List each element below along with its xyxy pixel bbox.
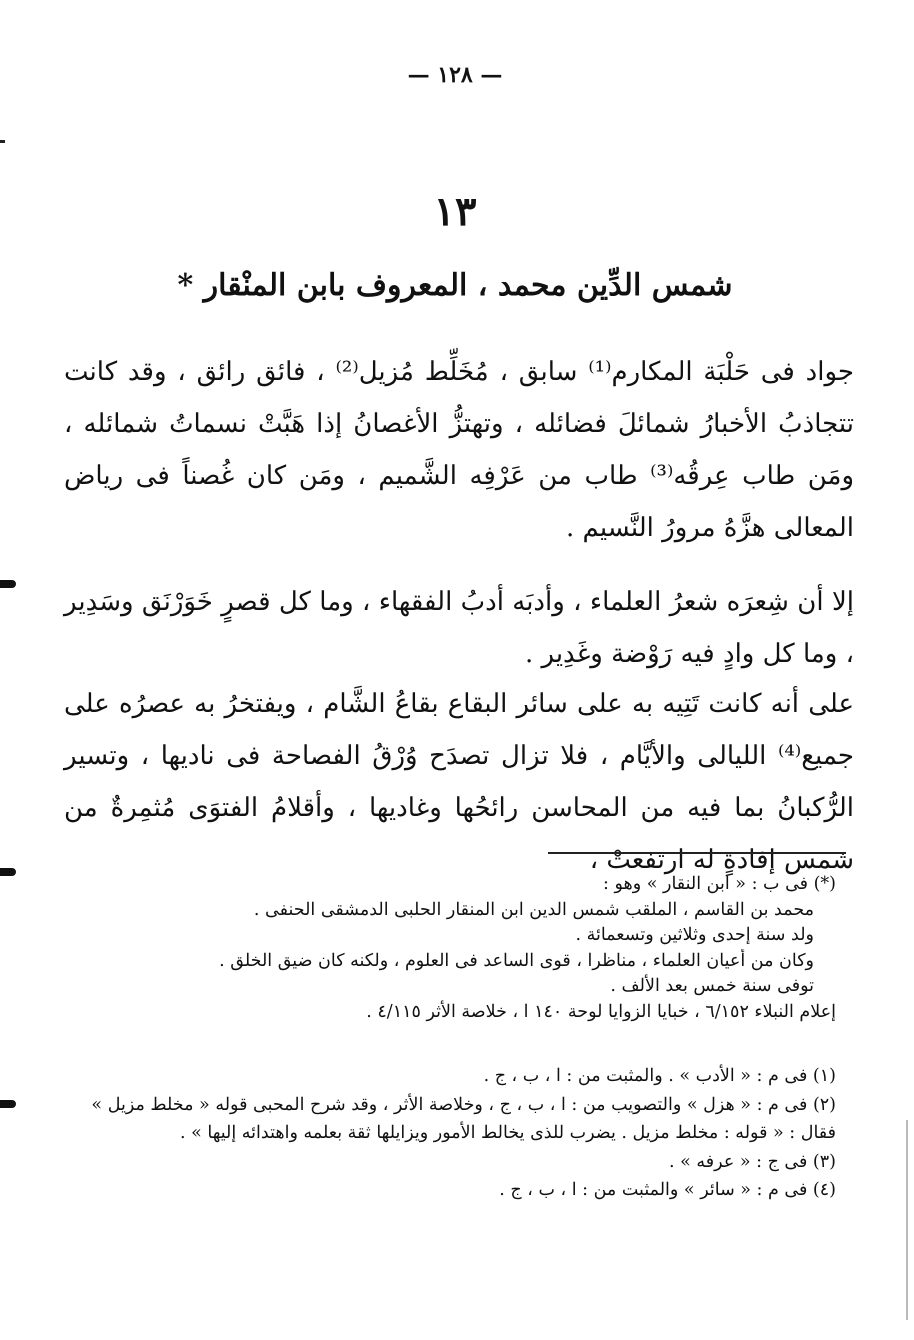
body-paragraph-3: على أنه كانت تَتِيه به على سائر البقاع بقاعُ الشَّام ، ويفتخرُ به عصرُه على جميع⁽⁴⁾ الليالى والأيَّام ، فلا تزال تصدَح وُرْقُ الفصاحة فى ناديها ، وتسير الرُّكبانُ بما فيه من المحاسن رائحُها وغاديها ، وأقلامُ الفتوَى مُثمِرةٌ من شمس إفادةٍ له ارتفعتْ ، bbox=[64, 689, 855, 875]
biography-sources: إعلام النبلاء ٦/١٥٢ ، خبايا الزوايا لوحة ١٤٠ ا ، خلاصة الأثر ٤/١١٥ . bbox=[366, 1001, 836, 1022]
margin-mark bbox=[0, 1100, 16, 1108]
entry-number: ١٣ bbox=[433, 188, 477, 235]
footnote-separator bbox=[548, 852, 846, 854]
footnote-star: (*) فى ب : « ابن النقار » وهو : bbox=[603, 874, 836, 894]
body-paragraph-1: جواد فى حَلْبَة المكارم⁽¹⁾ سابق ، مُخَلِّط مُزيل⁽²⁾ ، فائق رائق ، وقد كانت تتجاذبُ الأخبارُ شمائلَ فضائله ، وتهتزُّ الأغصانُ إذا هَبَّتْ نسماتُ شمائله ، ومَن طاب عِرقُه⁽³⁾ طاب من عَرْفِه الشَّميم ، ومَن كان غُصناً فى رياض المعالى هزَّهُ مرورُ النَّسيم . bbox=[64, 357, 855, 543]
page-number-header: — ١٢٨ — bbox=[407, 62, 503, 88]
footnote-2: (٢) فى م : « هزل » والتصويب من : ا ، ب ، ج ، وخلاصة الأثر ، وقد شرح المحبى قوله « مخلط مزيل » فقال : « قوله : مخلط مزيل . يضرب للذى يخالط الأمور ويزايلها ثقة بعلمه واهتدائه إليها » . bbox=[91, 1094, 836, 1144]
scan-edge bbox=[906, 1120, 908, 1320]
biography-line: وكان من أعيان العلماء ، مناظرا ، قوى الساعد فى العلوم ، ولكنه كان ضيق الخلق . bbox=[219, 950, 814, 971]
footnote-list bbox=[70, 1062, 836, 1205]
footnote-3: (٣) فى ج : « عرفه » . bbox=[669, 1151, 836, 1172]
body-paragraph-2: إلا أن شِعرَه شعرُ العلماء ، وأدبَه أدبُ الفقهاء ، وما كل قصرٍ خَوَرْنَق وسَدِير ، وما كل وادٍ فيه رَوْضة وغَدِير . bbox=[64, 587, 854, 669]
biography-line: ولد سنة إحدى وثلاثين وتسعمائة . bbox=[575, 925, 814, 946]
footnote-4: (٤) فى م : « سائر » والمثبت من : ا ، ب ، ج . bbox=[499, 1180, 836, 1201]
margin-mark bbox=[0, 580, 16, 588]
margin-mark bbox=[0, 868, 16, 876]
margin-tick bbox=[0, 140, 5, 143]
footnote-1: (١) فى م : « الأدب » . والمثبت من : ا ، ب ، ج . bbox=[483, 1066, 836, 1086]
entry-title: شمس الدِّين محمد ، المعروف بابن المنْقار * bbox=[177, 268, 733, 303]
footnote-biography bbox=[70, 872, 836, 1026]
biography-line: محمد بن القاسم ، الملقب شمس الدين ابن المنقار الحلبى الدمشقى الحنفى . bbox=[253, 899, 814, 920]
biography-line: توفى سنة خمس بعد الألف . bbox=[610, 976, 814, 997]
